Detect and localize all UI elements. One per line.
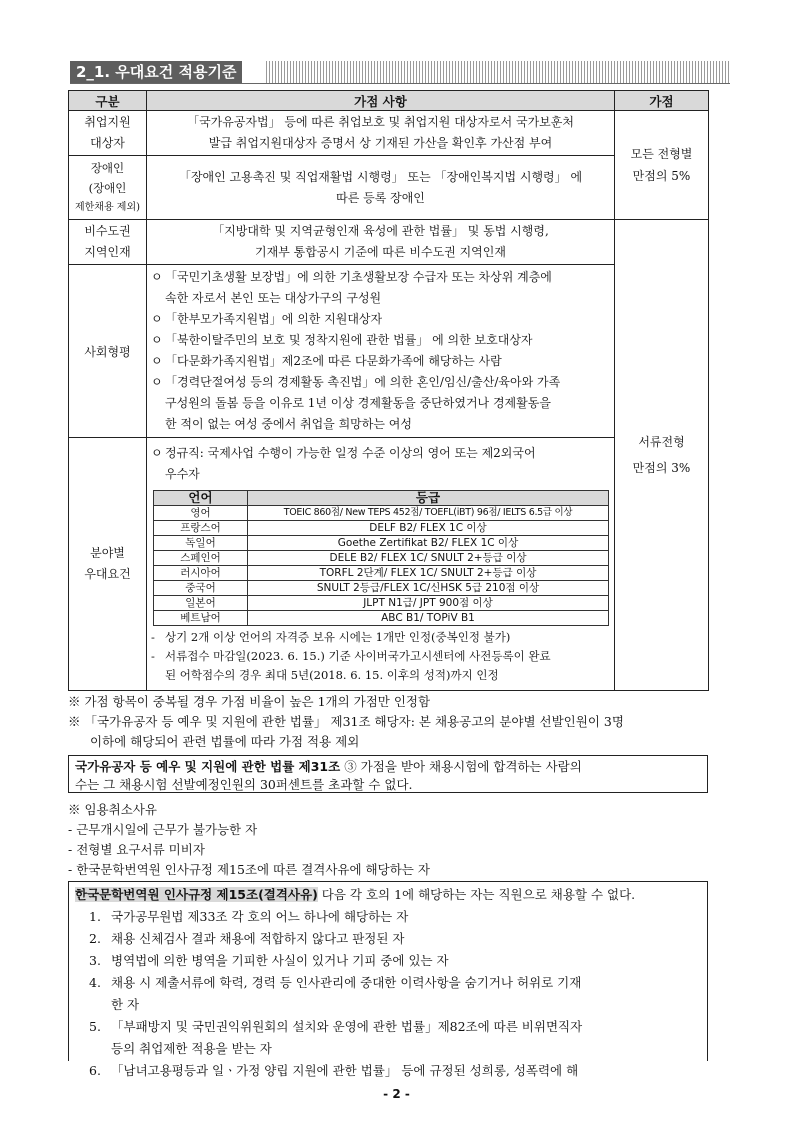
footnote: ※ 가점 항목이 중복될 경우 가점 비율이 높은 1개의 가점만 인정함 (68, 694, 431, 709)
row-content: 「지방대학 및 지역균형인재 육성에 관한 법률」 및 동법 시행령, 기재부 통합공시 기준에 따른 비수도권 지역인재 (147, 220, 615, 265)
cancel-title: ※ 임용취소사유 (68, 802, 157, 817)
lang-row: 러시아어 TORFL 2단계/ FLEX 1C/ SNULT 2+등급 이상 (154, 566, 609, 581)
footnote: 이하에 해당되어 관련 법률에 따라 가점 적용 제외 (90, 734, 360, 749)
law-box: 국가유공자 등 예우 및 지원에 관한 법률 제31조 ③ 가점을 받아 채용시험에 합격하는 사람의 수는 그 채용시험 선발예정인원의 30퍼센트를 초과할 수 없다. (68, 755, 708, 793)
page-number: - 2 - (383, 1087, 410, 1101)
row-category: 분야별 우대요건 (69, 438, 147, 691)
points-cell-5: 모든 전형별 만점의 5% (615, 111, 709, 220)
footnote: ※ 「국가유공자 등 예우 및 지원에 관한 법률」 제31조 해당자: 본 채용공고의 분야별 선발인원이 3명 (68, 714, 624, 729)
section-title-bar (70, 61, 730, 83)
header-content: 가점 사항 (147, 91, 615, 111)
table-row (69, 111, 709, 156)
header-category: 구분 (69, 91, 147, 111)
row-content: ㅇ 「국민기초생활 보장법」에 의한 기초생활보장 수급자 또는 차상위 계층에 속한 자로서 본인 또는 대상가구의 구성원 ㅇ 「한부모가족지원법」에 의한 지원대상자 ㅇ 「북한이탈주민의 보호 및 정착지원에 관한 법률」 에 의한 보호대상자 ㅇ 「다문화가족지원법」제2조에 따른 다문화가족에 해당하는 사람 ㅇ 「경력단절여성 등의 경제활동 촉진법」에 의한 혼인/임신/출산/육아와 가족 구성원의 돌봄 등을 이유로 1년 이상 경제활동을 중단하였거나 경제활동을 한 적이 없는 여성 중에서 취업을 희망하는 여성 (147, 265, 615, 438)
lang-row: 프랑스어 DELF B2/ FLEX 1C 이상 (154, 521, 609, 536)
header-points: 가점 (615, 91, 709, 111)
list-item: - 근무개시일에 근무가 불가능한 자 (68, 822, 258, 837)
section-title: 2_1. 우대요건 적용기준 (70, 61, 242, 83)
title-stripe (266, 61, 730, 83)
law-box-bold: 국가유공자 등 예우 및 지원에 관한 법률 제31조 (75, 759, 341, 774)
row-content: ㅇ 정규직: 국제사업 수행이 가능한 일정 수준 이상의 영어 또는 제2외국어 우수자 언어 등급 영어 TOEIC 860점/ New TEPS 452점/ TOEFL(iBT) 96점/ IELTS 6.5급 이상 프랑스어 DELF B2/ FLEX 1C 이상 독일어 Goethe Zertifikat B2/ FLEX 1C 이상 스페인어 DELE B2/ FLEX 1C/ SNULT 2+등급 이상 러시아어 TORFL 2단계/ FLEX 1C/ SNULT 2+등급 이상 중국어 SNULT 2등급/FLEX 1C/신HSK 5급 210점 이상 일본어 JLPT N1급/ JPT 900점 이상 베트남어 ABC B1/ TOPiV B1 - 상기 2개 이상 언어의 자격증 보유 시에는 1개만 인정(중복인정 불가) - 서류접수 마감일(2023. 6. 15.) 기준 사이버국가고시센터에 사전등록이 완료 된 어학점수의 경우 최대 5년(2018. 6. 15. 이후의 성적)까지 인정 (147, 438, 615, 691)
lang-header-language: 언어 (154, 491, 248, 506)
points-cell-3: 서류전형 만점의 3% (615, 220, 709, 691)
lang-header-grade: 등급 (248, 491, 609, 506)
lang-row: 중국어 SNULT 2등급/FLEX 1C/신HSK 5급 210점 이상 (154, 581, 609, 596)
footnotes (68, 692, 718, 752)
lang-row: 영어 TOEIC 860점/ New TEPS 452점/ TOEFL(iBT) 96점/ IELTS 6.5급 이상 (154, 506, 609, 521)
lang-row: 스페인어 DELE B2/ FLEX 1C/ SNULT 2+등급 이상 (154, 551, 609, 566)
row-content: 「장애인 고용촉진 및 직업재활법 시행령」 또는 「장애인복지법 시행령」 에 따른 등록 장애인 (147, 156, 615, 220)
table-header-row (69, 91, 709, 111)
row-category: 사회형평 (69, 265, 147, 438)
lang-row: 독일어 Goethe Zertifikat B2/ FLEX 1C 이상 (154, 536, 609, 551)
row-category: 장애인 (장애인 제한채용 제외) (69, 156, 147, 220)
table-row (69, 438, 709, 691)
list-item: - 전형별 요구서류 미비자 (68, 842, 205, 857)
lang-row: 베트남어 ABC B1/ TOPiV B1 (154, 611, 609, 626)
preference-table (68, 90, 709, 691)
lang-row: 일본어 JLPT N1급/ JPT 900점 이상 (154, 596, 609, 611)
regulation-box: 한국문학번역원 인사규정 제15조(결격사유) 다음 각 호의 1에 해당하는 자는 직원으로 채용할 수 없다. 1. 국가공무원법 제33조 각 호의 어느 하나에 해당하는 자 2. 채용 신체검사 결과 채용에 적합하지 않다고 판정된 자 3. 병역법에 의한 병역을 기피한 사실이 있거나 기피 중에 있는 자 4. 채용 시 제출서류에 학력, 경력 등 인사관리에 중대한 이력사항을 숨기거나 허위로 기재 한 자 5. 「부패방지 및 국민권익위원회의 설치와 운영에 관한 법률」제82조에 따른 비위면직자 등의 취업제한 적용을 받는 자 6. 「남녀고용평등과 일ㆍ가정 양립 지원에 관한 법률」 등에 규정된 성희롱, 성폭력에 해 (68, 881, 708, 1061)
row-category: 비수도권 지역인재 (69, 220, 147, 265)
table-row (69, 220, 709, 265)
row-content: 「국가유공자법」 등에 따른 취업보호 및 취업지원 대상자로서 국가보훈처 발급 취업지원대상자 증명서 상 기재된 가산을 확인후 가산점 부여 (147, 111, 615, 156)
cancel-reasons (68, 800, 718, 880)
title-underline (70, 83, 730, 84)
table-row (69, 265, 709, 438)
regulation-title: 한국문학번역원 인사규정 제15조(결격사유) (75, 887, 318, 902)
list-item: - 한국문학번역원 인사규정 제15조에 따른 결격사유에 해당하는 자 (68, 862, 430, 877)
table-row (69, 156, 709, 220)
row-category: 취업지원 대상자 (69, 111, 147, 156)
language-table (153, 490, 609, 626)
